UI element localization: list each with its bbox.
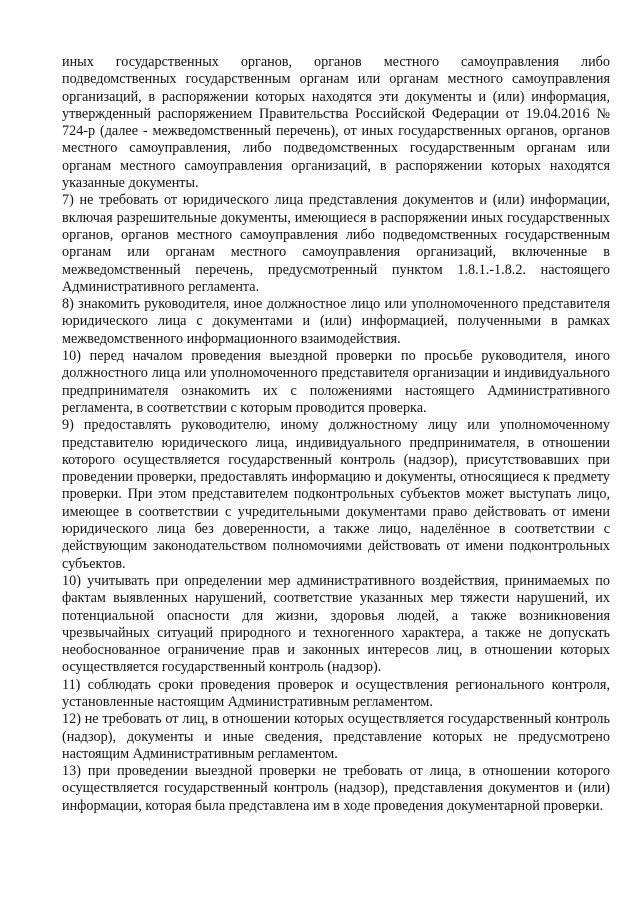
paragraph-item-7: 7) не требовать от юридического лица представления документов и (или) информации, включая разрешительные документы, имеющиеся в распоряжении иных государственных органов, органов местного самоуправления либо подведомственных государственным органам или органам местного самоуправления организаций, включенные в межведомственный перечень, предусмотренный пунктом 1.8.1.-1.8.2. настоящего Административного регламента.: [62, 192, 610, 295]
paragraph-item-11: 11) соблюдать сроки проведения проверок и осуществления регионального контроля, установленные настоящим Административным регламентом.: [62, 676, 610, 710]
document-page: [62, 54, 610, 815]
paragraph-continuation: иных государственных органов, органов местного самоуправления либо подведомственных государственным органам или органам местного самоуправления организаций, в распоряжении которых находятся эти документы и (или) информация, утвержденный распоряжением Правительства Российской Федерации от 19.04.2016 № 724-р (далее - межведомственный перечень), от иных государственных органов, органов местного самоуправления, либо подведомственных государственным органам или органам местного самоуправления организаций, в распоряжении которых находятся указанные документы.: [62, 54, 610, 192]
paragraph-item-13: 13) при проведении выездной проверки не требовать от лица, в отношении которого осуществляется государственный контроль (надзор), представления документов и (или) информации, которая была представлена им в ходе проведения документарной проверки.: [62, 763, 610, 814]
paragraph-item-9: 9) предоставлять руководителю, иному должностному лицу или уполномоченному представителю юридического лица, индивидуального предпринимателя, в отношении которого осуществляется государственный контроль (надзор), присутствовавших при проведении проверки, предоставлять информацию и документы, относящиеся к предмету проверки. При этом представителем подконтрольных субъектов может выступать лицо, имеющее в соответствии с учредительными документами право действовать от имени юридического лица без доверенности, а также лицо, наделённое в соответствии с действующим законодательством полномочиями действовать от имени подконтрольных субъектов.: [62, 417, 610, 572]
paragraph-item-10-second: 10) учитывать при определении мер административного воздействия, принимаемых по фактам выявленных нарушений, соответствие указанных мер тяжести нарушений, их потенциальной опасности для жизни, здоровья людей, а также возникновения чрезвычайных ситуаций природного и техногенного характера, а также не допускать необоснованное ограничение прав и законных интересов лиц, в отношении которых осуществляется государственный контроль (надзор).: [62, 572, 610, 676]
paragraph-item-8: 8) знакомить руководителя, иное должностное лицо или уполномоченного представителя юридического лица с документами и (или) информацией, полученными в рамках межведомственного информационного взаимодействия.: [62, 296, 610, 347]
paragraph-item-12: 12) не требовать от лиц, в отношении которых осуществляется государственный контроль (надзор), документы и иные сведения, представление которых не предусмотрено настоящим Административным регламентом.: [62, 711, 610, 762]
paragraph-item-10-first: 10) перед началом проведения выездной проверки по просьбе руководителя, иного должностного лица или уполномоченного представителя организации и индивидуального предпринимателя ознакомить их с положениями настоящего Административного регламента, в соответствии с которым проводится проверка.: [62, 348, 610, 416]
